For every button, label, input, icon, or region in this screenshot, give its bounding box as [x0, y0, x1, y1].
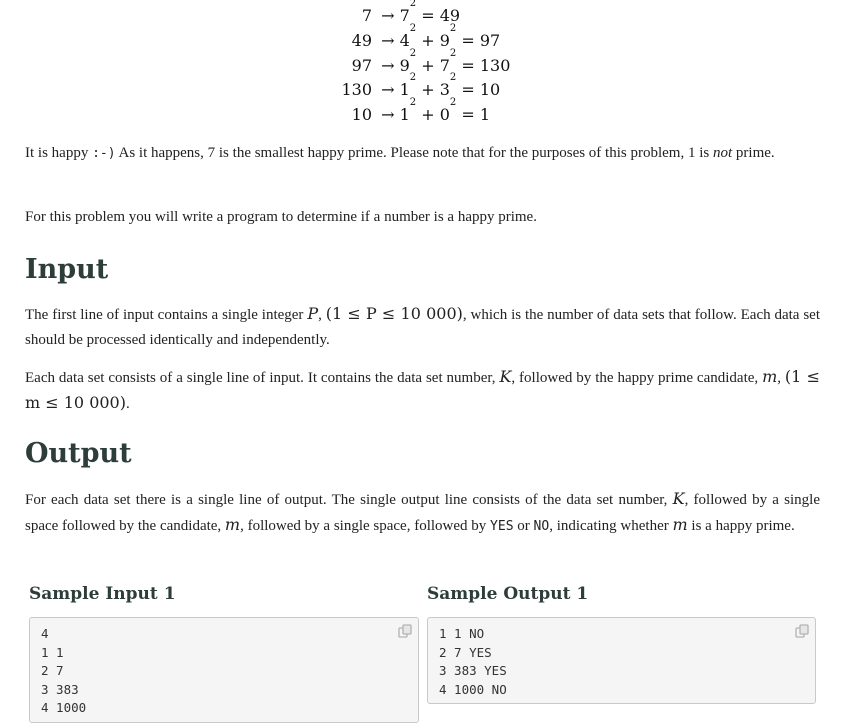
calc-row-result: 130 — [479, 55, 511, 75]
smiley: :-) — [92, 146, 116, 161]
sample-input-line: 2 7 — [41, 663, 64, 679]
calc-row-result: 10 — [479, 80, 501, 100]
input-paragraph-1: The first line of input contains a single integer P, (1 ≤ P ≤ 10 000), which is the number of data sets that follow. Each data set should be processed identically and independently. — [25, 304, 820, 348]
copy-icon[interactable] — [795, 624, 809, 638]
sample-input-line: 4 1000 — [41, 700, 87, 716]
output-paragraph: For each data set there is a single line of output. The single output line consists of the data set number, K, followed by a single space followed by the candidate, m, followed by a single space, followed by YES or NO, indicating whether m is a happy prime. — [25, 489, 820, 534]
sample-input-title: Sample Input 1 — [29, 584, 176, 604]
calc-row: 97 → 9 2 + 7 2 = 130 — [330, 54, 520, 79]
calc-row-value: 10 — [351, 105, 372, 125]
calc-row-value: 130 — [341, 80, 372, 100]
calc-row: 7 → 7 2 = 49 — [330, 4, 520, 29]
calc-row: 130 → 1 2 + 3 2 = 10 — [330, 78, 520, 103]
input-paragraph-2: Each data set consists of a single line of input. It contains the data set number, K, followed by the happy prime candidate, m, (1 ≤ m ≤ 10 000). — [25, 367, 820, 412]
sample-output-line: 2 7 YES — [439, 644, 492, 660]
input-heading: Input — [25, 254, 109, 285]
sample-input-line: 3 383 — [41, 681, 79, 697]
calc-row: 49 → 4 2 + 9 2 = 97 — [330, 29, 520, 54]
sample-input-box[interactable] — [29, 617, 419, 723]
copy-icon[interactable] — [398, 624, 412, 638]
calc-row: 10 → 1 2 + 0 2 = 1 — [330, 103, 520, 128]
sample-input-line: 1 1 — [41, 644, 64, 660]
sample-output-title: Sample Output 1 — [427, 584, 589, 604]
output-heading: Output — [25, 438, 132, 469]
task-paragraph: For this problem you will write a program to determine if a number is a happy prime. — [25, 209, 537, 225]
calc-row-value: 7 — [361, 6, 372, 25]
calc-row-result: 49 — [439, 6, 461, 25]
sample-output-line: 1 1 NO — [439, 626, 485, 641]
sample-input-line: 4 — [41, 626, 49, 641]
intro-paragraph: It is happy :-) As it happens, 7 is the smallest happy prime. Please note that for the purposes of this problem, 1 is not prime. — [25, 145, 775, 161]
sample-output-line: 3 383 YES — [439, 663, 507, 679]
happy-number-calculation — [330, 0, 520, 128]
calc-row-value: 97 — [351, 55, 372, 75]
sample-output-line: 4 1000 NO — [439, 681, 507, 697]
calc-row-value: 49 — [351, 30, 372, 50]
calc-row-result: 97 — [479, 30, 501, 50]
sample-output-box[interactable] — [427, 617, 816, 704]
calc-row-result: 1 — [479, 105, 491, 125]
